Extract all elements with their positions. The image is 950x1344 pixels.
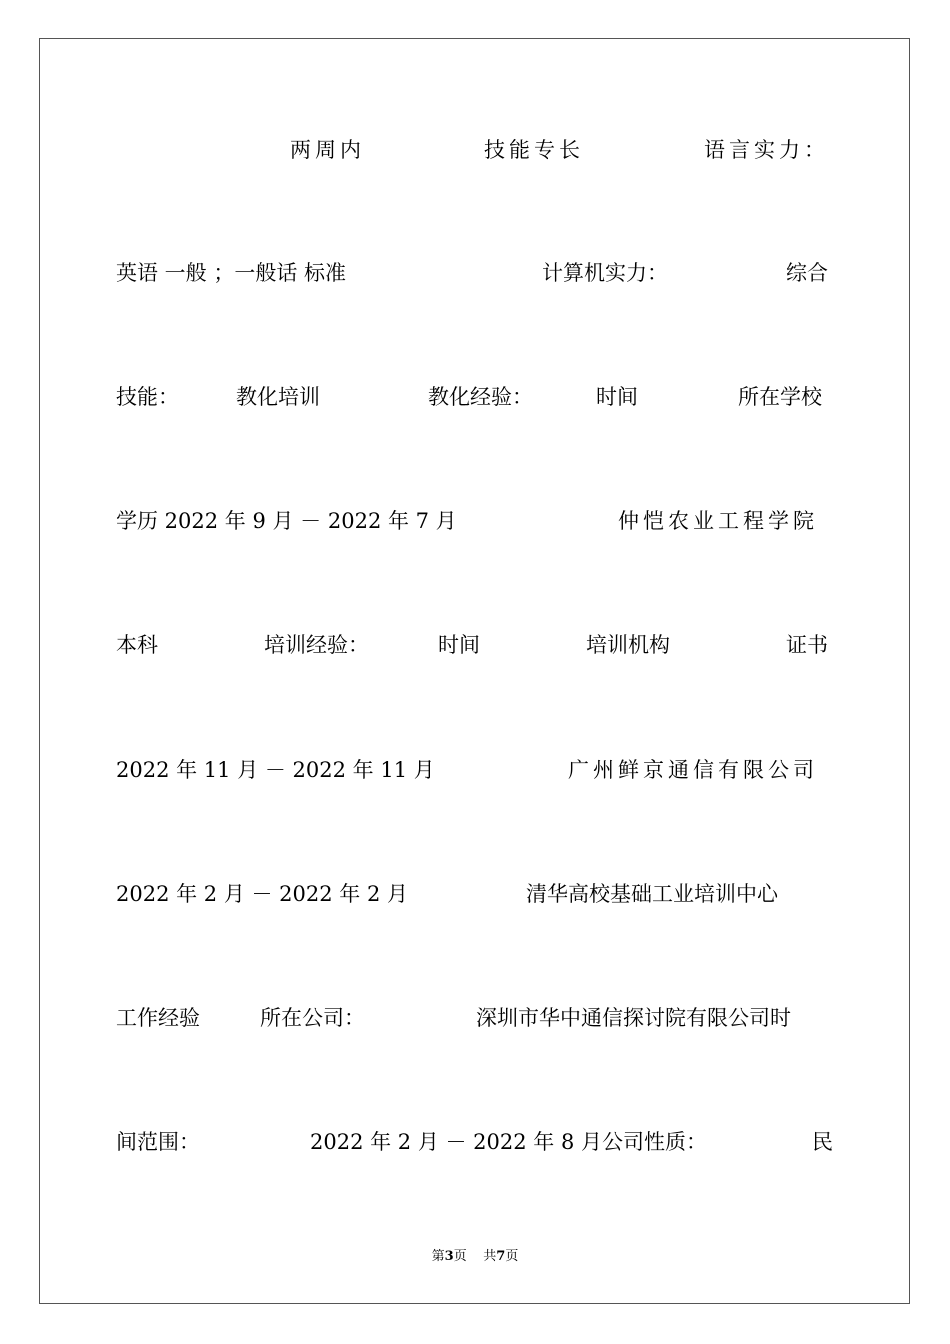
text-segment: 综合 bbox=[786, 261, 828, 285]
text-segment: 教化经验： bbox=[428, 385, 533, 409]
text-line-1 bbox=[116, 135, 832, 165]
text-segment: 民 bbox=[812, 1130, 833, 1154]
text-segment: 语言实力： bbox=[704, 138, 829, 162]
text-line-9 bbox=[116, 1127, 832, 1157]
text-segment: 英语 一般 ；一般话 标准 bbox=[116, 261, 347, 285]
total-pages: 7 bbox=[496, 1249, 506, 1264]
text-segment: 广州鲜京通信有限公司 bbox=[568, 758, 818, 782]
text-segment: 2022 年 2 月 － 2022 年 2 月 bbox=[116, 882, 409, 906]
page-label-prefix: 第 bbox=[431, 1249, 445, 1264]
page-frame bbox=[39, 38, 910, 1304]
text-segment: 证书 bbox=[786, 633, 828, 657]
text-segment: 工作经验 bbox=[116, 1006, 200, 1030]
text-segment: 学历 2022 年 9 月 － 2022 年 7 月 bbox=[116, 509, 457, 533]
text-line-5 bbox=[116, 630, 832, 660]
text-segment: 2022 年 11 月 － 2022 年 11 月 bbox=[116, 758, 435, 782]
text-segment: 清华高校基础工业培训中心 bbox=[526, 882, 778, 906]
text-segment: 深圳市华中通信探讨院有限公司时 bbox=[476, 1006, 791, 1030]
text-segment: 培训机构 bbox=[586, 633, 670, 657]
text-line-6 bbox=[116, 755, 832, 785]
text-segment: 所在学校 bbox=[738, 385, 822, 409]
text-segment: 教化培训 bbox=[236, 385, 320, 409]
text-segment: 计算机实力： bbox=[542, 261, 668, 285]
page-footer bbox=[0, 1248, 950, 1266]
text-line-2 bbox=[116, 258, 832, 288]
total-label-suffix: 页 bbox=[505, 1249, 519, 1264]
text-segment: 2022 年 2 月 － 2022 年 8 月公司性质： bbox=[310, 1130, 708, 1154]
page-label-suffix: 页 bbox=[453, 1249, 467, 1264]
text-segment: 仲恺农业工程学院 bbox=[618, 509, 818, 533]
text-line-4 bbox=[116, 506, 832, 536]
total-label-prefix: 共 bbox=[483, 1249, 497, 1264]
text-segment: 技能专长 bbox=[484, 138, 584, 162]
text-segment: 技能： bbox=[116, 385, 179, 409]
text-segment: 时间 bbox=[438, 633, 480, 657]
text-segment: 时间 bbox=[596, 385, 638, 409]
text-segment: 两周内 bbox=[290, 138, 365, 162]
text-segment: 培训经验： bbox=[264, 633, 369, 657]
text-line-7 bbox=[116, 879, 832, 909]
page-number: 3 bbox=[444, 1249, 454, 1264]
text-line-3 bbox=[116, 382, 832, 412]
text-segment: 本科 bbox=[116, 633, 158, 657]
text-segment: 间范围： bbox=[116, 1130, 200, 1154]
text-line-8 bbox=[116, 1003, 832, 1033]
text-segment: 所在公司： bbox=[260, 1006, 365, 1030]
